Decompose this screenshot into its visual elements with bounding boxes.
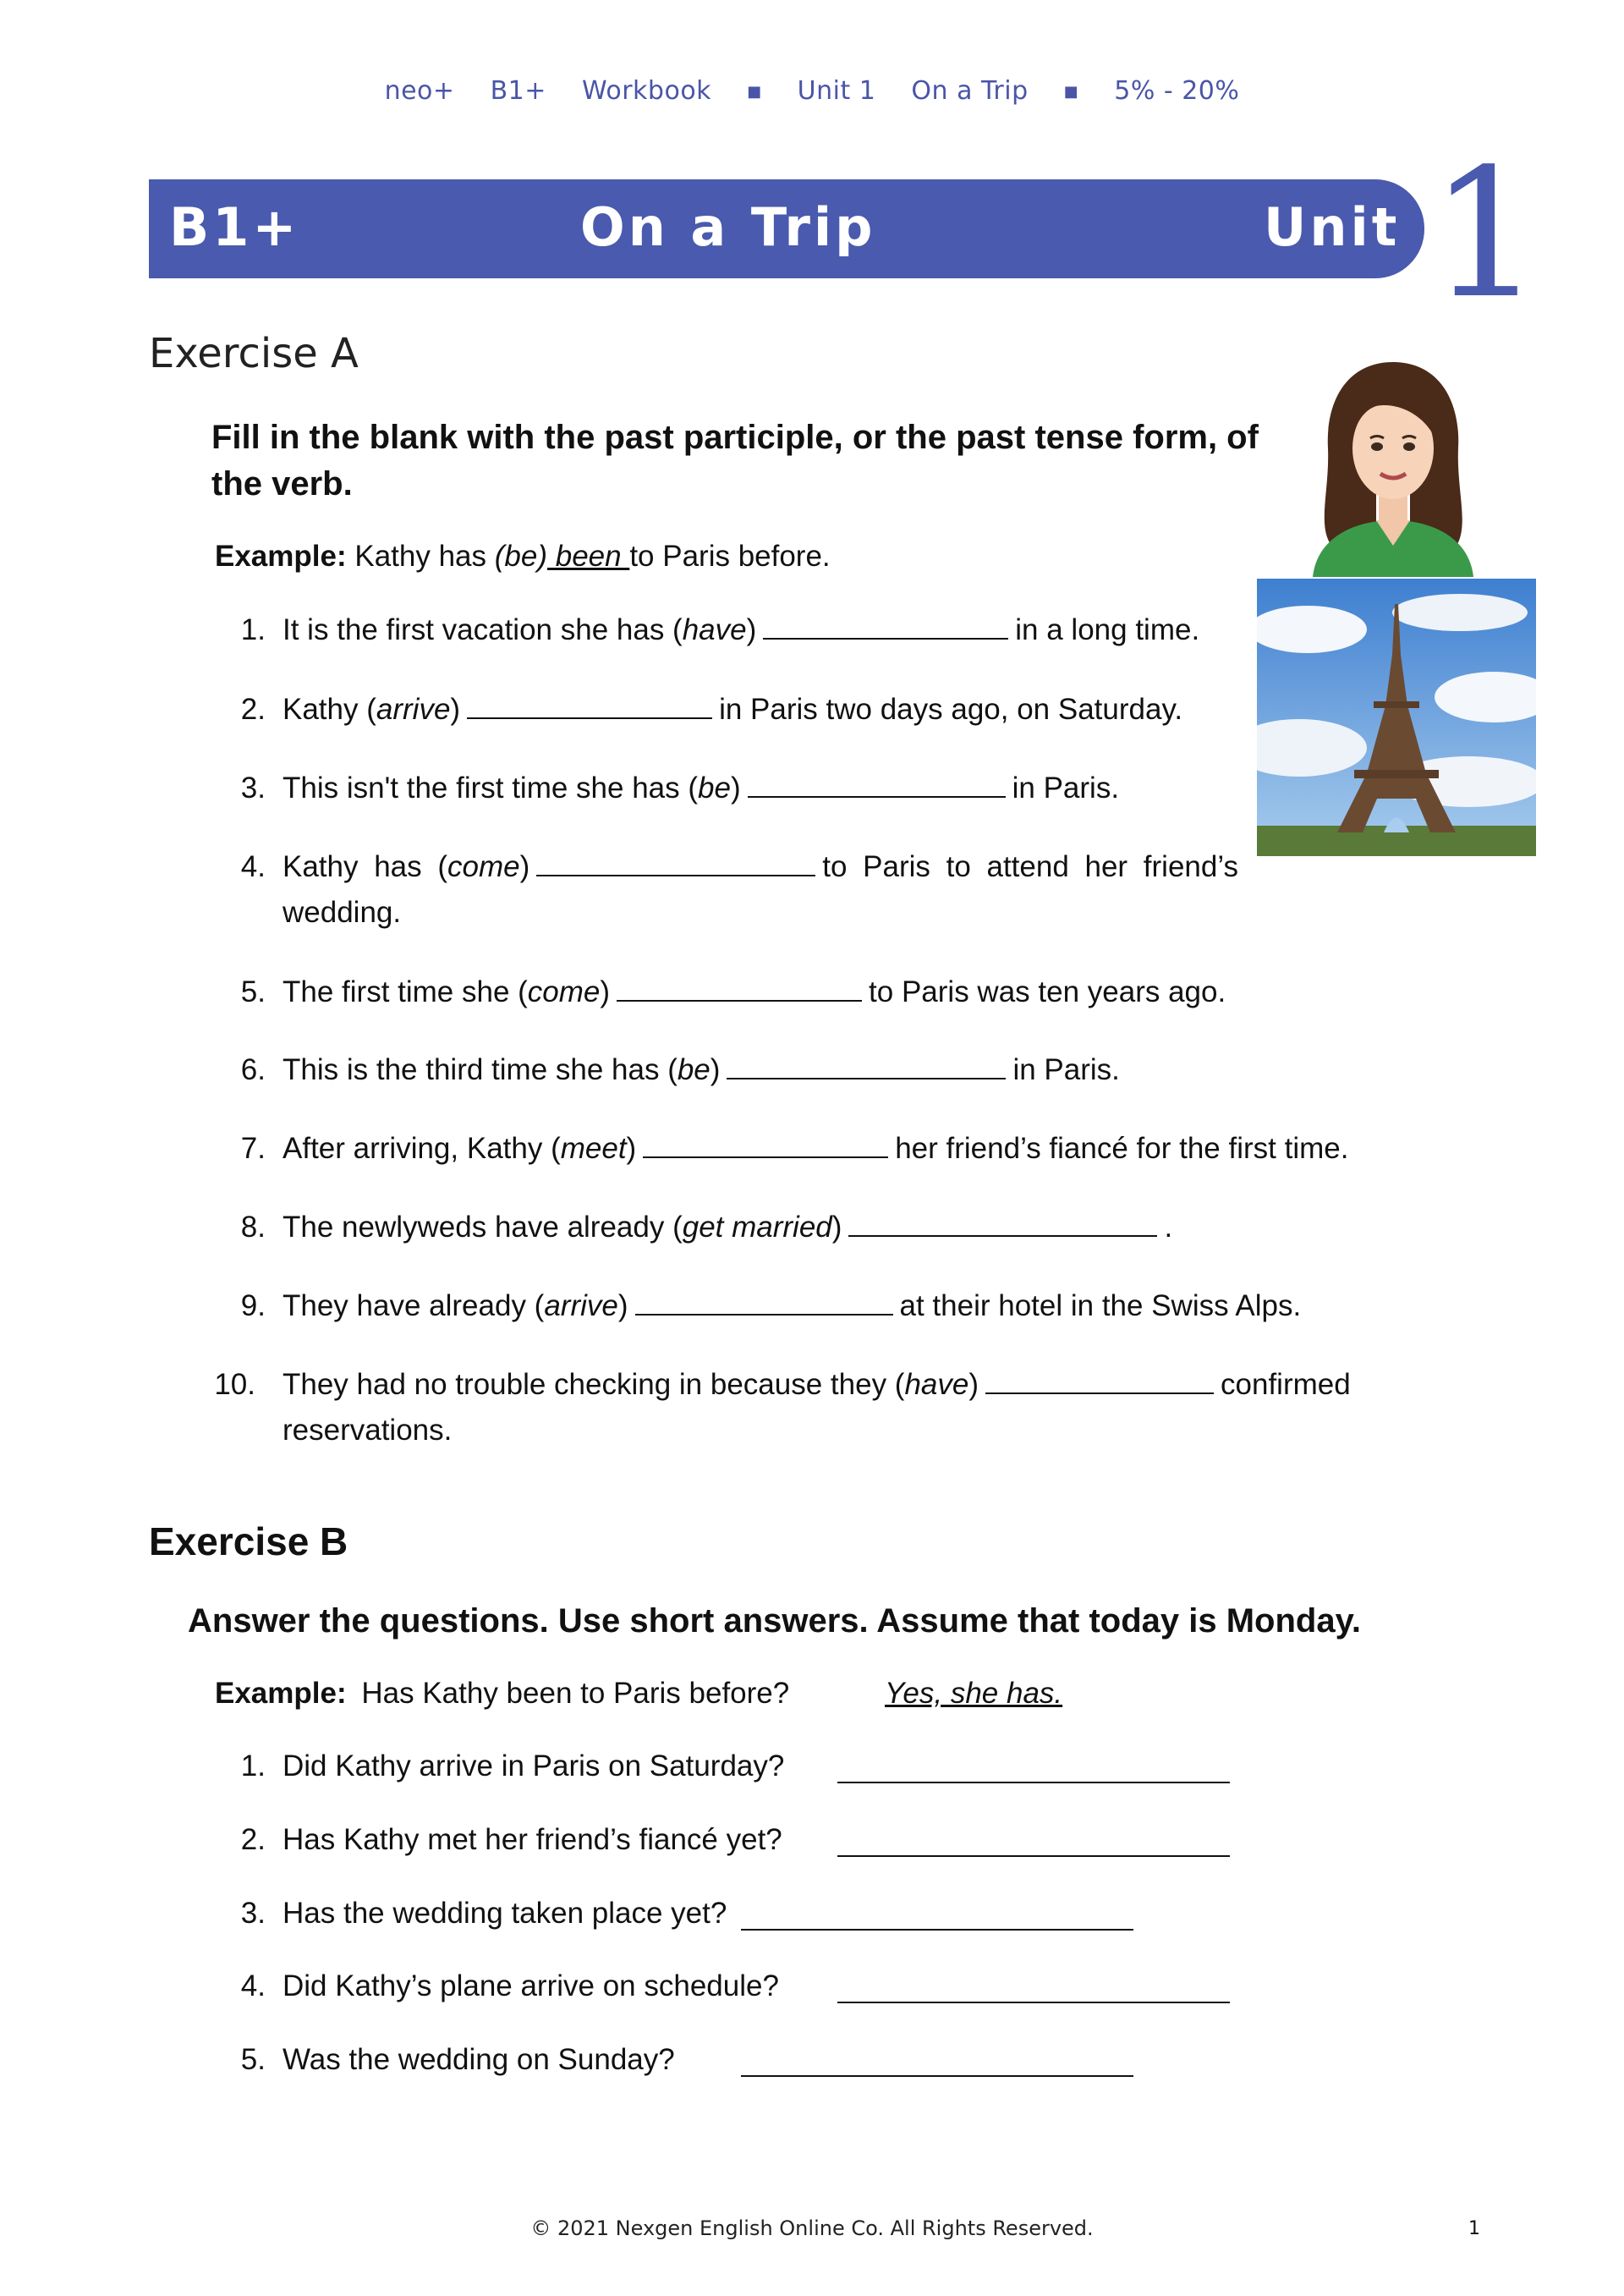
item-prefix: Kathy has ( xyxy=(283,850,447,883)
item-number: 6. xyxy=(240,1053,266,1086)
item-number: 5. xyxy=(240,975,266,1008)
item-question: Has the wedding taken place yet? xyxy=(283,1897,727,1930)
item-text xyxy=(283,1205,1551,1250)
item-number: 2. xyxy=(240,1823,266,1856)
item-paren: ) xyxy=(626,1132,637,1165)
example-answer: Yes, she has. xyxy=(885,1677,1063,1710)
answer-line[interactable] xyxy=(837,1855,1230,1857)
item-suffix: . xyxy=(1164,1211,1173,1244)
item-continuation: wedding. xyxy=(283,896,402,929)
item-verb: have xyxy=(904,1368,969,1401)
answer-blank[interactable] xyxy=(536,851,815,876)
item-text xyxy=(283,969,1551,1015)
exercise-b-instruction: Answer the questions. Use short answers. Assume that today is Monday. xyxy=(188,1602,1361,1640)
item-suffix: her friend’s fiancé for the first time. xyxy=(895,1132,1349,1165)
item-question: Did Kathy arrive in Paris on Saturday? xyxy=(283,1749,785,1782)
breadcrumb-separator: ■ xyxy=(747,83,762,101)
item-prefix: They have already ( xyxy=(283,1289,545,1322)
item-number: 9. xyxy=(240,1289,266,1322)
item-number: 4. xyxy=(240,850,266,883)
item-suffix: in a long time. xyxy=(1015,613,1200,646)
answer-line[interactable] xyxy=(741,1929,1133,1931)
item-paren: ) xyxy=(730,772,741,805)
item-text xyxy=(283,1126,1551,1172)
item-prefix: It is the first vacation she has ( xyxy=(283,613,683,646)
item-paren: ) xyxy=(600,975,611,1008)
item-suffix: in Paris two days ago, on Saturday. xyxy=(719,693,1183,726)
example-label: Example: xyxy=(215,540,347,573)
item-text xyxy=(283,1047,1551,1093)
answer-line[interactable] xyxy=(837,2002,1230,2003)
breadcrumb-progress: 5% - 20% xyxy=(1114,76,1240,106)
example-label: Example: xyxy=(215,1677,347,1710)
item-verb: come xyxy=(447,850,520,883)
item-question: Did Kathy’s plane arrive on schedule? xyxy=(283,1969,779,2002)
exercise-a-instruction: Fill in the blank with the past participle, or the past tense form, of the verb. xyxy=(211,419,1259,503)
item-text xyxy=(283,844,1238,890)
example-answer: been xyxy=(547,540,630,573)
item-verb: get married xyxy=(682,1211,832,1244)
item-number: 8. xyxy=(240,1211,266,1244)
item-suffix: in Paris. xyxy=(1012,1053,1120,1086)
item-paren: ) xyxy=(746,613,757,646)
item-suffix: to Paris to attend her friend’s xyxy=(822,850,1238,883)
item-question: Was the wedding on Sunday? xyxy=(283,2043,675,2076)
exercise-a-title: Exercise A xyxy=(149,330,359,377)
item-number: 2. xyxy=(240,693,266,726)
item-prefix: This isn't the first time she has ( xyxy=(283,772,699,805)
item-paren: ) xyxy=(968,1368,979,1401)
breadcrumb-book: Workbook xyxy=(581,76,712,106)
item-suffix: to Paris was ten years ago. xyxy=(869,975,1226,1008)
unit-banner xyxy=(149,179,1424,278)
item-continuation: reservations. xyxy=(283,1414,453,1447)
answer-blank[interactable] xyxy=(848,1211,1157,1237)
item-text xyxy=(283,1362,1551,1408)
answer-blank[interactable] xyxy=(727,1054,1006,1079)
item-verb: be xyxy=(677,1053,710,1086)
item-prefix: After arriving, Kathy ( xyxy=(283,1132,561,1165)
item-suffix: confirmed xyxy=(1221,1368,1351,1401)
example-before: Kathy has xyxy=(354,540,487,573)
example-question: Has Kathy been to Paris before? xyxy=(361,1677,790,1710)
item-verb: meet xyxy=(560,1132,627,1165)
exercise-b-example xyxy=(215,1677,789,1711)
answer-blank[interactable] xyxy=(635,1290,893,1316)
item-prefix: Kathy ( xyxy=(283,693,376,726)
item-prefix: The newlyweds have already ( xyxy=(283,1211,683,1244)
answer-blank[interactable] xyxy=(643,1133,888,1158)
banner-unit-label: Unit xyxy=(1264,196,1401,258)
exercise-b-title: Exercise B xyxy=(149,1519,348,1563)
breadcrumb-level: B1+ xyxy=(490,76,546,106)
answer-line[interactable] xyxy=(837,1782,1230,1783)
item-prefix: The first time she ( xyxy=(283,975,528,1008)
answer-blank[interactable] xyxy=(467,694,712,719)
item-verb: have xyxy=(682,613,747,646)
banner-title: On a Trip xyxy=(580,196,876,258)
item-number: 4. xyxy=(240,1969,266,2002)
item-verb: arrive xyxy=(544,1289,618,1322)
breadcrumb-unit: Unit 1 xyxy=(797,76,876,106)
item-prefix: This is the third time she has ( xyxy=(283,1053,678,1086)
item-suffix: in Paris. xyxy=(1012,772,1120,805)
item-paren: ) xyxy=(831,1211,842,1244)
answer-blank[interactable] xyxy=(763,614,1008,640)
item-number: 5. xyxy=(240,2043,266,2076)
item-question: Has Kathy met her friend’s fiancé yet? xyxy=(283,1823,782,1856)
item-verb: be xyxy=(698,772,731,805)
item-paren: ) xyxy=(710,1053,721,1086)
item-suffix: at their hotel in the Swiss Alps. xyxy=(899,1289,1302,1322)
item-number: 1. xyxy=(240,613,266,646)
eiffel-tower-image xyxy=(1257,579,1536,856)
example-after: to Paris before. xyxy=(629,540,831,573)
answer-blank[interactable] xyxy=(617,976,862,1002)
exercise-a-example xyxy=(215,540,831,574)
item-number: 7. xyxy=(240,1132,266,1165)
item-paren: ) xyxy=(450,693,461,726)
item-number: 1. xyxy=(240,1749,266,1782)
item-verb: arrive xyxy=(376,693,451,726)
item-number: 3. xyxy=(240,1897,266,1930)
page-number: 1 xyxy=(1468,2218,1480,2239)
breadcrumb-separator: ■ xyxy=(1063,83,1079,101)
item-number: 3. xyxy=(240,772,266,805)
breadcrumb-brand: neo+ xyxy=(384,76,455,106)
item-number: 10. xyxy=(214,1368,255,1401)
banner-level: B1+ xyxy=(169,196,300,258)
woman-avatar-image xyxy=(1296,355,1490,577)
answer-blank[interactable] xyxy=(985,1369,1214,1394)
answer-line[interactable] xyxy=(741,2075,1133,2077)
copyright-footer: © 2021 Nexgen English Online Co. All Rights Reserved. xyxy=(530,2216,1094,2240)
item-paren: ) xyxy=(617,1289,628,1322)
item-prefix: They had no trouble checking in because they ( xyxy=(283,1368,905,1401)
breadcrumb-topic: On a Trip xyxy=(911,76,1029,106)
unit-number: 1 xyxy=(1429,130,1543,338)
exercise-b-example-answer xyxy=(885,1677,1062,1711)
item-paren: ) xyxy=(519,850,530,883)
breadcrumb xyxy=(0,76,1624,106)
answer-blank[interactable] xyxy=(748,772,1006,798)
item-verb: come xyxy=(527,975,601,1008)
item-text xyxy=(283,1283,1551,1329)
example-verb: (be) xyxy=(494,540,547,573)
